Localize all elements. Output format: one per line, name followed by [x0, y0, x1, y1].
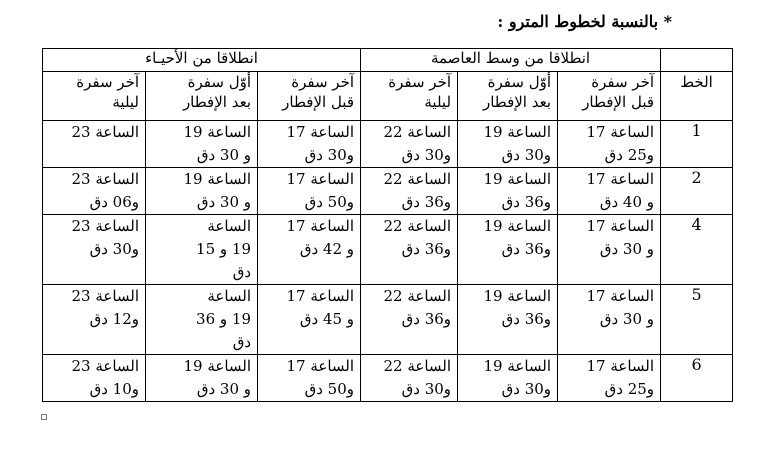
group-downtown: انطلاقا من وسط العاصمة: [361, 49, 661, 72]
time-cell: الساعة 23 و30 دق: [43, 215, 146, 285]
time-cell: الساعة 17 و50 دق: [258, 355, 361, 402]
column-header-row: [43, 72, 733, 121]
line-number: 4: [661, 215, 733, 285]
time-cell: الساعة 19 و36 دق: [458, 168, 558, 215]
time-cell: الساعة 19 و 30 دق: [146, 355, 258, 402]
col-last-before-iftar: آخر سفرة قبل الإفطار: [558, 72, 661, 121]
time-cell: الساعة 19 و 36 دق: [146, 285, 258, 355]
time-cell: الساعة 19 و30 دق: [458, 121, 558, 168]
time-cell: الساعة 23: [43, 121, 146, 168]
time-cell: الساعة 17 و 30 دق: [558, 215, 661, 285]
time-cell: الساعة 22 و36 دق: [361, 168, 458, 215]
table-row: [43, 355, 733, 402]
group-neighborhoods: انطلاقا من الأحيـاء: [43, 49, 361, 72]
time-cell: الساعة 22 و36 دق: [361, 285, 458, 355]
line-number: 5: [661, 285, 733, 355]
time-cell: الساعة 19 و36 دق: [458, 285, 558, 355]
table-row: [43, 168, 733, 215]
col-first-after-iftar: أوّل سفرة بعد الإفطار: [146, 72, 258, 121]
group-header-row: [43, 49, 733, 72]
table-row: [43, 215, 733, 285]
time-cell: الساعة 19 و30 دق: [458, 355, 558, 402]
table-row: [43, 285, 733, 355]
time-cell: الساعة 17 و30 دق: [258, 121, 361, 168]
table-anchor-marker: [41, 414, 47, 420]
col-first-after-iftar: أوّل سفرة بعد الإفطار: [458, 72, 558, 121]
line-number: 6: [661, 355, 733, 402]
table-row: [43, 121, 733, 168]
time-cell: الساعة 22 و30 دق: [361, 355, 458, 402]
time-cell: الساعة 22 و30 دق: [361, 121, 458, 168]
time-cell: الساعة 19 و 30 دق: [146, 168, 258, 215]
time-cell: الساعة 17 و 42 دق: [258, 215, 361, 285]
time-cell: الساعة 17 و50 دق: [258, 168, 361, 215]
metro-schedule-table: [42, 48, 733, 402]
time-cell: الساعة 17 و25 دق: [558, 121, 661, 168]
col-last-night: آخر سفرة ليلية: [43, 72, 146, 121]
time-cell: الساعة 22 و36 دق: [361, 215, 458, 285]
line-number: 1: [661, 121, 733, 168]
time-cell: الساعة 23 و10 دق: [43, 355, 146, 402]
time-cell: الساعة 19 و 15 دق: [146, 215, 258, 285]
time-cell: الساعة 17 و 40 دق: [558, 168, 661, 215]
time-cell: الساعة 23 و06 دق: [43, 168, 146, 215]
col-last-before-iftar: آخر سفرة قبل الإفطار: [258, 72, 361, 121]
col-line: الخط: [661, 72, 733, 121]
time-cell: الساعة 17 و 30 دق: [558, 285, 661, 355]
time-cell: الساعة 17 و 45 دق: [258, 285, 361, 355]
time-cell: الساعة 19 و36 دق: [458, 215, 558, 285]
time-cell: الساعة 19 و 30 دق: [146, 121, 258, 168]
time-cell: الساعة 17 و25 دق: [558, 355, 661, 402]
line-number: 2: [661, 168, 733, 215]
col-last-night: آخر سفرة ليلية: [361, 72, 458, 121]
time-cell: الساعة 23 و12 دق: [43, 285, 146, 355]
page-heading: * بالنسبة لخطوط المترو :: [497, 12, 672, 31]
empty-corner-cell: [661, 49, 733, 72]
